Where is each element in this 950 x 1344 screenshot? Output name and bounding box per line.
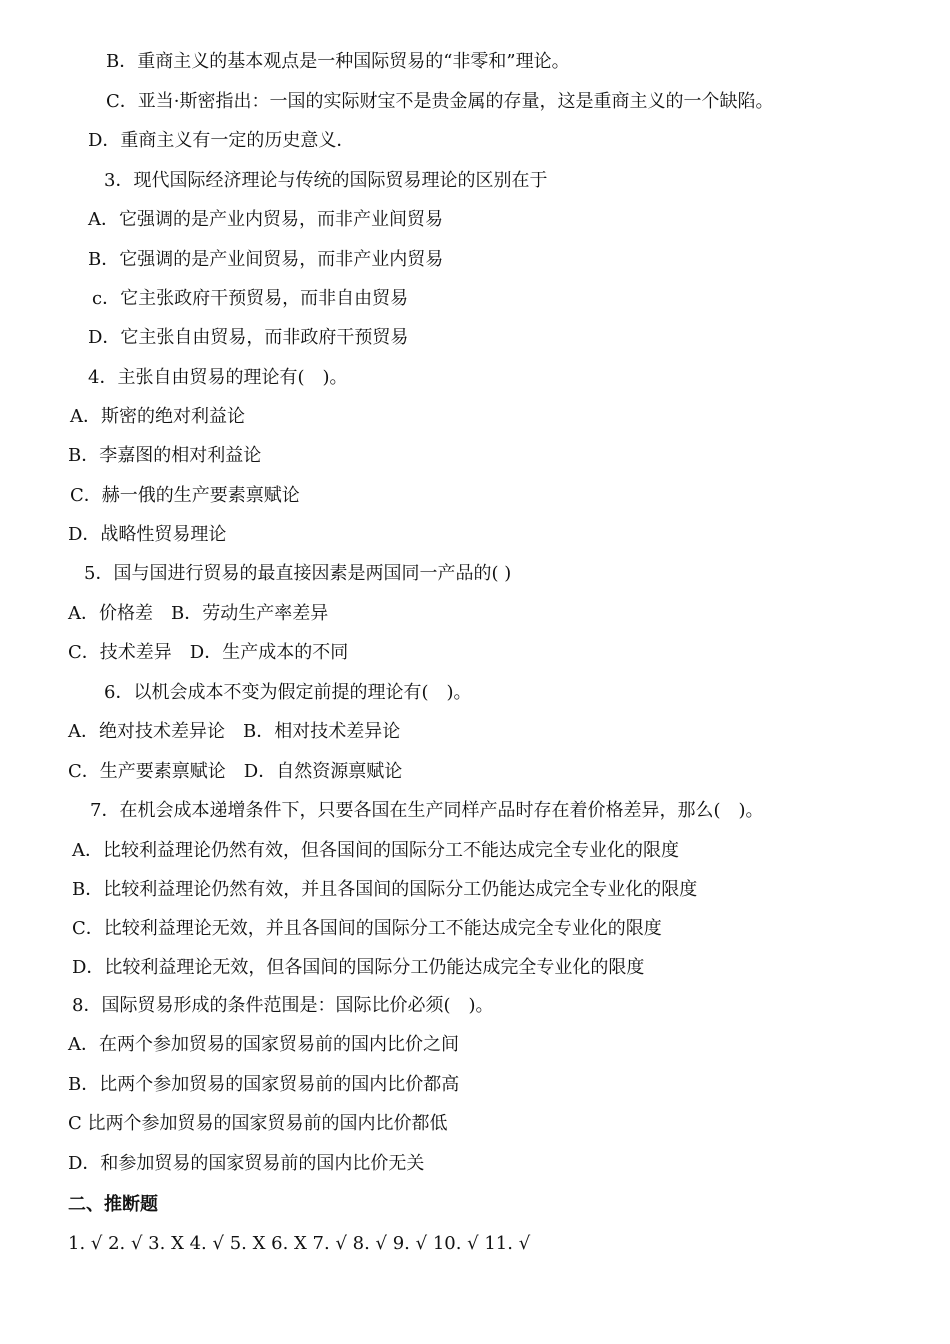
option-line: B．李嘉图的相对利益论 [68,445,262,466]
text-line: D．重商主义有一定的历史意义． [88,130,355,151]
text-line: C．亚当·斯密指出：一国的实际财宝不是贵金属的存量，这是重商主义的一个缺陷。 [106,91,774,112]
option-line: D．和参加贸易的国家贸易前的国内比价无关 [68,1153,425,1174]
option-line: B．它强调的是产业间贸易，而非产业内贸易 [88,249,444,270]
option-line: A．绝对技术差异论 B．相对技术差异论 [68,721,401,742]
option-line: D．比较利益理论无效，但各国间的国际分工仍能达成完全专业化的限度 [72,957,645,978]
option-line: C．比较利益理论无效，并且各国间的国际分工不能达成完全专业化的限度 [72,918,662,939]
option-line: A．比较利益理论仍然有效，但各国间的国际分工不能达成完全专业化的限度 [72,840,679,861]
option-line: C 比两个参加贸易的国家贸易前的国内比价都低 [68,1113,448,1134]
question-7: 7．在机会成本递增条件下，只要各国在生产同样产品时存在着价格差异，那么( )。 [90,800,764,821]
option-line: B．比较利益理论仍然有效，并且各国间的国际分工仍能达成完全专业化的限度 [72,879,698,900]
option-line: A．在两个参加贸易的国家贸易前的国内比价之间 [68,1034,459,1055]
section-title: 二、推断题 [68,1194,158,1215]
question-3: 3．现代国际经济理论与传统的国际贸易理论的区别在于 [104,170,548,191]
option-line: C．技术差异 D．生产成本的不同 [68,642,349,663]
answer-key: 1. √ 2. √ 3. X 4. √ 5. X 6. X 7. √ 8. √ 9. √ 10. √ 11. √ [68,1233,531,1254]
option-line: C．赫一俄的生产要素禀赋论 [70,485,300,506]
option-line: D．它主张自由贸易，而非政府干预贸易 [88,327,409,348]
question-5: 5．国与国进行贸易的最直接因素是两国同一产品的( ) [84,563,512,584]
option-line: D．战略性贸易理论 [68,524,227,545]
text-line: B．重商主义的基本观点是一种国际贸易的“非零和”理论。 [106,51,570,72]
question-8: 8．国际贸易形成的条件范围是：国际比价必须( )。 [72,995,494,1016]
option-line: c．它主张政府干预贸易，而非自由贸易 [92,288,409,309]
option-line: A．价格差 B．劳动生产率差异 [68,603,329,624]
option-line: C．生产要素禀赋论 D．自然资源禀赋论 [68,761,403,782]
option-line: B．比两个参加贸易的国家贸易前的国内比价都高 [68,1074,460,1095]
option-line: A．斯密的绝对利益论 [70,406,245,427]
question-6: 6．以机会成本不变为假定前提的理论有( )。 [104,682,472,703]
question-4: 4．主张自由贸易的理论有( )。 [88,367,348,388]
option-line: A．它强调的是产业内贸易，而非产业间贸易 [88,209,443,230]
